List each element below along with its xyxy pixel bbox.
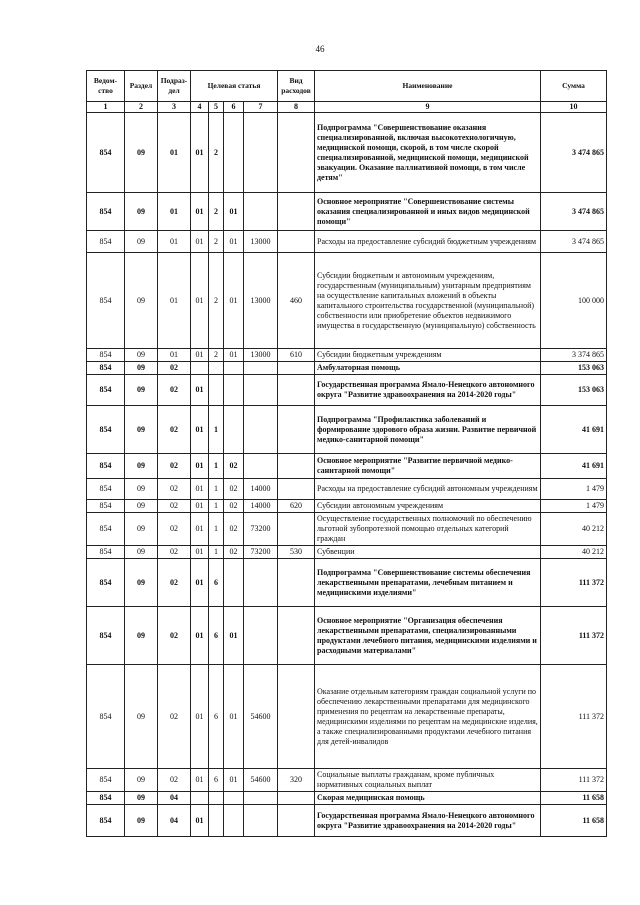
header-row xyxy=(87,71,607,102)
vid-cell xyxy=(278,607,315,665)
target-part3-cell: 01 xyxy=(224,253,244,349)
vid-cell: 620 xyxy=(278,500,315,513)
vid-cell xyxy=(278,362,315,375)
name-cell: Подпрограмма "Совершенствование системы обеспечения лекарственными препаратами, лечебным питанием и медицинскими изделиями" xyxy=(315,559,541,607)
target-part1-cell: 01 xyxy=(191,253,209,349)
target-part1-cell: 01 xyxy=(191,546,209,559)
target-part4-cell xyxy=(244,406,278,454)
table-row xyxy=(87,253,607,349)
target-part3-cell: 02 xyxy=(224,513,244,546)
col-number: 8 xyxy=(278,102,315,113)
razdel-cell: 09 xyxy=(125,665,158,769)
budget-table xyxy=(86,70,607,837)
target-part2-cell: 1 xyxy=(209,479,224,500)
table-row xyxy=(87,607,607,665)
target-part3-cell xyxy=(224,406,244,454)
table-row xyxy=(87,349,607,362)
target-part2-cell: 2 xyxy=(209,253,224,349)
table-row xyxy=(87,454,607,479)
col-number: 2 xyxy=(125,102,158,113)
target-part1-cell: 01 xyxy=(191,559,209,607)
table-row xyxy=(87,546,607,559)
header-razdel: Раздел xyxy=(125,71,158,102)
podrazdel-cell: 01 xyxy=(158,113,191,193)
ved-cell: 854 xyxy=(87,454,125,479)
sum-cell: 1 479 xyxy=(541,479,607,500)
razdel-cell: 09 xyxy=(125,479,158,500)
target-part2-cell: 1 xyxy=(209,454,224,479)
sum-cell: 3 374 865 xyxy=(541,349,607,362)
table-row xyxy=(87,406,607,454)
razdel-cell: 09 xyxy=(125,546,158,559)
target-part1-cell: 01 xyxy=(191,513,209,546)
target-part3-cell: 01 xyxy=(224,769,244,792)
podrazdel-cell: 02 xyxy=(158,500,191,513)
target-part2-cell xyxy=(209,375,224,406)
vid-cell: 610 xyxy=(278,349,315,362)
target-part3-cell: 02 xyxy=(224,500,244,513)
name-cell: Основное мероприятие "Организация обеспечения лекарственными препаратами, специализированными продуктами лечебного питания, медицинскими изделиями и расходными материалами" xyxy=(315,607,541,665)
podrazdel-cell: 02 xyxy=(158,454,191,479)
razdel-cell: 09 xyxy=(125,231,158,253)
target-part4-cell: 73200 xyxy=(244,513,278,546)
header-vid: Вид расходов xyxy=(278,71,315,102)
col-number: 6 xyxy=(224,102,244,113)
vid-cell xyxy=(278,113,315,193)
ved-cell: 854 xyxy=(87,193,125,231)
razdel-cell: 09 xyxy=(125,362,158,375)
vid-cell: 460 xyxy=(278,253,315,349)
podrazdel-cell: 02 xyxy=(158,665,191,769)
sum-cell: 3 474 865 xyxy=(541,231,607,253)
vid-cell xyxy=(278,406,315,454)
target-part3-cell: 02 xyxy=(224,546,244,559)
target-part4-cell: 13000 xyxy=(244,231,278,253)
podrazdel-cell: 04 xyxy=(158,805,191,837)
ved-cell: 854 xyxy=(87,665,125,769)
name-cell: Субсидии бюджетным учреждениям xyxy=(315,349,541,362)
vid-cell xyxy=(278,513,315,546)
sum-cell: 3 474 865 xyxy=(541,193,607,231)
name-cell: Социальные выплаты гражданам, кроме публичных нормативных социальных выплат xyxy=(315,769,541,792)
target-part4-cell xyxy=(244,454,278,479)
target-part2-cell: 1 xyxy=(209,513,224,546)
razdel-cell: 09 xyxy=(125,253,158,349)
sum-cell: 153 063 xyxy=(541,375,607,406)
target-part4-cell: 14000 xyxy=(244,479,278,500)
target-part2-cell: 1 xyxy=(209,406,224,454)
name-cell: Расходы на предоставление субсидий бюджетным учреждениям xyxy=(315,231,541,253)
target-part4-cell xyxy=(244,792,278,805)
podrazdel-cell: 02 xyxy=(158,406,191,454)
name-cell: Подпрограмма "Профилактика заболеваний и формирование здорового образа жизни. Развитие первичной медико-санитарной помощи" xyxy=(315,406,541,454)
ved-cell: 854 xyxy=(87,253,125,349)
podrazdel-cell: 02 xyxy=(158,513,191,546)
vid-cell xyxy=(278,231,315,253)
vid-cell: 530 xyxy=(278,546,315,559)
target-part1-cell: 01 xyxy=(191,406,209,454)
target-part4-cell: 13000 xyxy=(244,253,278,349)
razdel-cell: 09 xyxy=(125,454,158,479)
target-part2-cell: 2 xyxy=(209,349,224,362)
table-row xyxy=(87,513,607,546)
target-part1-cell: 01 xyxy=(191,479,209,500)
target-part3-cell xyxy=(224,362,244,375)
ved-cell: 854 xyxy=(87,375,125,406)
table-row xyxy=(87,231,607,253)
col-number: 1 xyxy=(87,102,125,113)
header-ved: Ведом-ство xyxy=(87,71,125,102)
ved-cell: 854 xyxy=(87,805,125,837)
target-part4-cell xyxy=(244,607,278,665)
ved-cell: 854 xyxy=(87,607,125,665)
razdel-cell: 09 xyxy=(125,193,158,231)
name-cell: Осуществление государственных полномочий по обеспечению льготной зубопротезной помощью отдельных категорий граждан xyxy=(315,513,541,546)
sum-cell: 1 479 xyxy=(541,500,607,513)
target-part1-cell: 01 xyxy=(191,231,209,253)
podrazdel-cell: 02 xyxy=(158,546,191,559)
name-cell: Амбулаторная помощь xyxy=(315,362,541,375)
razdel-cell: 09 xyxy=(125,375,158,406)
table-row xyxy=(87,792,607,805)
podrazdel-cell: 02 xyxy=(158,479,191,500)
target-part1-cell: 01 xyxy=(191,665,209,769)
sum-cell: 40 212 xyxy=(541,513,607,546)
target-part4-cell: 54600 xyxy=(244,769,278,792)
target-part3-cell xyxy=(224,559,244,607)
col-number: 10 xyxy=(541,102,607,113)
name-cell: Оказание отдельным категориям граждан социальной услуги по обеспечению лекарственными препаратами для медицинского применения по рецептам на лекарственные препараты, медицинскими изделиями по рецептам на медицинские изделия, а также специализированными продуктами лечебного питания для детей-инвалидов xyxy=(315,665,541,769)
razdel-cell: 09 xyxy=(125,500,158,513)
name-cell: Основное мероприятие "Совершенствование системы оказания специализированной и иных видов медицинской помощи" xyxy=(315,193,541,231)
razdel-cell: 09 xyxy=(125,805,158,837)
razdel-cell: 09 xyxy=(125,607,158,665)
podrazdel-cell: 02 xyxy=(158,559,191,607)
col-number: 5 xyxy=(209,102,224,113)
target-part2-cell xyxy=(209,362,224,375)
table-row xyxy=(87,362,607,375)
target-part3-cell xyxy=(224,113,244,193)
col-number: 9 xyxy=(315,102,541,113)
ved-cell: 854 xyxy=(87,479,125,500)
ved-cell: 854 xyxy=(87,546,125,559)
vid-cell xyxy=(278,375,315,406)
sum-cell: 40 212 xyxy=(541,546,607,559)
target-part4-cell: 73200 xyxy=(244,546,278,559)
table-row xyxy=(87,665,607,769)
name-cell: Расходы на предоставление субсидий автономным учреждениям xyxy=(315,479,541,500)
target-part3-cell xyxy=(224,792,244,805)
target-part1-cell: 01 xyxy=(191,500,209,513)
target-part1-cell: 01 xyxy=(191,805,209,837)
target-part1-cell xyxy=(191,792,209,805)
target-part1-cell: 01 xyxy=(191,454,209,479)
target-part1-cell xyxy=(191,362,209,375)
target-part4-cell: 14000 xyxy=(244,500,278,513)
ved-cell: 854 xyxy=(87,500,125,513)
target-part4-cell xyxy=(244,375,278,406)
target-part2-cell: 2 xyxy=(209,113,224,193)
target-part1-cell: 01 xyxy=(191,193,209,231)
header-name: Наименование xyxy=(315,71,541,102)
sum-cell: 11 658 xyxy=(541,805,607,837)
podrazdel-cell: 04 xyxy=(158,792,191,805)
name-cell: Подпрограмма "Совершенствование оказания специализированной, включая высокотехнологичную, медицинской помощи, скорой, в том числе скорой специализированной, медицинской помощи, медицинской эвакуации. Оказание паллиативной помощи, в том числе детям" xyxy=(315,113,541,193)
table-row xyxy=(87,500,607,513)
razdel-cell: 09 xyxy=(125,792,158,805)
target-part4-cell: 13000 xyxy=(244,349,278,362)
target-part1-cell: 01 xyxy=(191,769,209,792)
vid-cell xyxy=(278,805,315,837)
podrazdel-cell: 02 xyxy=(158,607,191,665)
name-cell: Скорая медицинская помощь xyxy=(315,792,541,805)
target-part4-cell xyxy=(244,362,278,375)
table-body xyxy=(87,113,607,837)
table-row xyxy=(87,193,607,231)
target-part1-cell: 01 xyxy=(191,349,209,362)
target-part4-cell xyxy=(244,805,278,837)
podrazdel-cell: 01 xyxy=(158,193,191,231)
target-part3-cell: 02 xyxy=(224,454,244,479)
table-row xyxy=(87,559,607,607)
sum-cell: 3 474 865 xyxy=(541,113,607,193)
target-part2-cell: 6 xyxy=(209,559,224,607)
razdel-cell: 09 xyxy=(125,769,158,792)
header-podrazdel: Подраз-дел xyxy=(158,71,191,102)
podrazdel-cell: 01 xyxy=(158,253,191,349)
target-part4-cell xyxy=(244,113,278,193)
target-part3-cell: 01 xyxy=(224,349,244,362)
sum-cell: 111 372 xyxy=(541,607,607,665)
vid-cell xyxy=(278,454,315,479)
col-number: 7 xyxy=(244,102,278,113)
target-part2-cell xyxy=(209,805,224,837)
razdel-cell: 09 xyxy=(125,406,158,454)
header-sum: Сумма xyxy=(541,71,607,102)
target-part3-cell: 02 xyxy=(224,479,244,500)
col-number: 4 xyxy=(191,102,209,113)
ved-cell: 854 xyxy=(87,769,125,792)
page-number: 46 xyxy=(315,44,325,54)
target-part1-cell: 01 xyxy=(191,113,209,193)
sum-cell: 11 658 xyxy=(541,792,607,805)
target-part3-cell: 01 xyxy=(224,607,244,665)
razdel-cell: 09 xyxy=(125,113,158,193)
razdel-cell: 09 xyxy=(125,559,158,607)
target-part3-cell: 01 xyxy=(224,231,244,253)
target-part1-cell: 01 xyxy=(191,375,209,406)
target-part3-cell xyxy=(224,375,244,406)
target-part2-cell xyxy=(209,792,224,805)
target-part3-cell: 01 xyxy=(224,665,244,769)
target-part3-cell xyxy=(224,805,244,837)
ved-cell: 854 xyxy=(87,406,125,454)
name-cell: Государственная программа Ямало-Ненецкого автономного округа "Развитие здравоохранения на 2014-2020 годы" xyxy=(315,805,541,837)
vid-cell xyxy=(278,665,315,769)
name-cell: Основное мероприятие "Развитие первичной медико-санитарной помощи" xyxy=(315,454,541,479)
sum-cell: 111 372 xyxy=(541,665,607,769)
name-cell: Государственная программа Ямало-Ненецкого автономного округа "Развитие здравоохранения на 2014-2020 годы" xyxy=(315,375,541,406)
name-cell: Субсидии бюджетным и автономным учреждениям, государственным (муниципальным) унитарным предприятиям на осуществление капитальных вложений в объекты капитального строительства государственной (муниципальной) собственности или приобретение объектов недвижимого имущества в государственную (муниципальную) собственность xyxy=(315,253,541,349)
col-number: 3 xyxy=(158,102,191,113)
target-part2-cell: 1 xyxy=(209,546,224,559)
podrazdel-cell: 02 xyxy=(158,375,191,406)
vid-cell: 320 xyxy=(278,769,315,792)
sum-cell: 111 372 xyxy=(541,769,607,792)
ved-cell: 854 xyxy=(87,231,125,253)
vid-cell xyxy=(278,479,315,500)
column-number-row xyxy=(87,102,607,113)
target-part4-cell xyxy=(244,559,278,607)
target-part2-cell: 2 xyxy=(209,231,224,253)
name-cell: Субвенции xyxy=(315,546,541,559)
vid-cell xyxy=(278,193,315,231)
vid-cell xyxy=(278,559,315,607)
sum-cell: 100 000 xyxy=(541,253,607,349)
podrazdel-cell: 01 xyxy=(158,349,191,362)
table-row xyxy=(87,113,607,193)
sum-cell: 153 063 xyxy=(541,362,607,375)
target-part2-cell: 1 xyxy=(209,500,224,513)
header-target: Целевая статья xyxy=(191,71,278,102)
podrazdel-cell: 01 xyxy=(158,231,191,253)
podrazdel-cell: 02 xyxy=(158,362,191,375)
name-cell: Субсидии автономным учреждениям xyxy=(315,500,541,513)
podrazdel-cell: 02 xyxy=(158,769,191,792)
target-part2-cell: 6 xyxy=(209,665,224,769)
razdel-cell: 09 xyxy=(125,349,158,362)
ved-cell: 854 xyxy=(87,113,125,193)
table-row xyxy=(87,375,607,406)
sum-cell: 41 691 xyxy=(541,406,607,454)
target-part2-cell: 2 xyxy=(209,193,224,231)
sum-cell: 41 691 xyxy=(541,454,607,479)
target-part2-cell: 6 xyxy=(209,607,224,665)
ved-cell: 854 xyxy=(87,559,125,607)
target-part2-cell: 6 xyxy=(209,769,224,792)
razdel-cell: 09 xyxy=(125,513,158,546)
ved-cell: 854 xyxy=(87,349,125,362)
ved-cell: 854 xyxy=(87,362,125,375)
table-row xyxy=(87,769,607,792)
target-part3-cell: 01 xyxy=(224,193,244,231)
table-row xyxy=(87,479,607,500)
ved-cell: 854 xyxy=(87,792,125,805)
target-part4-cell xyxy=(244,193,278,231)
target-part1-cell: 01 xyxy=(191,607,209,665)
ved-cell: 854 xyxy=(87,513,125,546)
target-part4-cell: 54600 xyxy=(244,665,278,769)
vid-cell xyxy=(278,792,315,805)
table-row xyxy=(87,805,607,837)
sum-cell: 111 372 xyxy=(541,559,607,607)
